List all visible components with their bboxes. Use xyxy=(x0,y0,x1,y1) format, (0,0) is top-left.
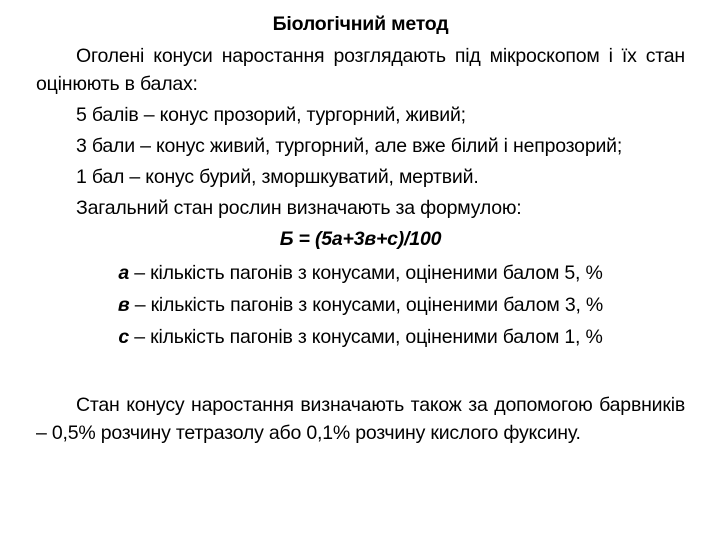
paragraph-score-1: 1 бал – конус бурий, зморшкуватий, мертвий. xyxy=(76,166,479,188)
paragraph-score-5: 5 балів – конус прозорий, тургорний, живий; xyxy=(76,104,466,126)
formula: Б = (5а+3в+с)/100 xyxy=(279,228,442,250)
legend-item-c xyxy=(36,323,685,351)
legend-var-a: а xyxy=(118,262,130,284)
paragraph-score-3: 3 бали – конус живий, тургорний, але вже білий і непрозорий; xyxy=(76,135,623,157)
spacer xyxy=(36,355,685,391)
paragraph-intro: Оголені конуси наростання розглядають під мікроскопом і їх стан оцінюють в балах: xyxy=(36,45,685,95)
legend-text-c: – кількість пагонів з конусами, оціненими балом 1, % xyxy=(129,326,603,348)
paragraph-formula-intro: Загальний стан рослин визначають за формулою: xyxy=(76,197,522,219)
document-page xyxy=(36,10,685,450)
legend-var-b: в xyxy=(117,294,130,316)
paragraph-closing: Стан конусу наростання визначають також за допомогою барвників – 0,5% розчину тетразолу або 0,1% розчину кислого фуксину. xyxy=(36,394,685,444)
legend-item-b xyxy=(36,291,685,319)
legend-item-a xyxy=(36,259,685,287)
legend-var-c: с xyxy=(118,326,130,348)
legend-text-b: – кількість пагонів з конусами, оціненими балом 3, % xyxy=(129,294,604,316)
legend-text-a: – кількість пагонів з конусами, оціненими балом 5, % xyxy=(129,262,603,284)
document-title: Біологічний метод xyxy=(272,13,449,35)
